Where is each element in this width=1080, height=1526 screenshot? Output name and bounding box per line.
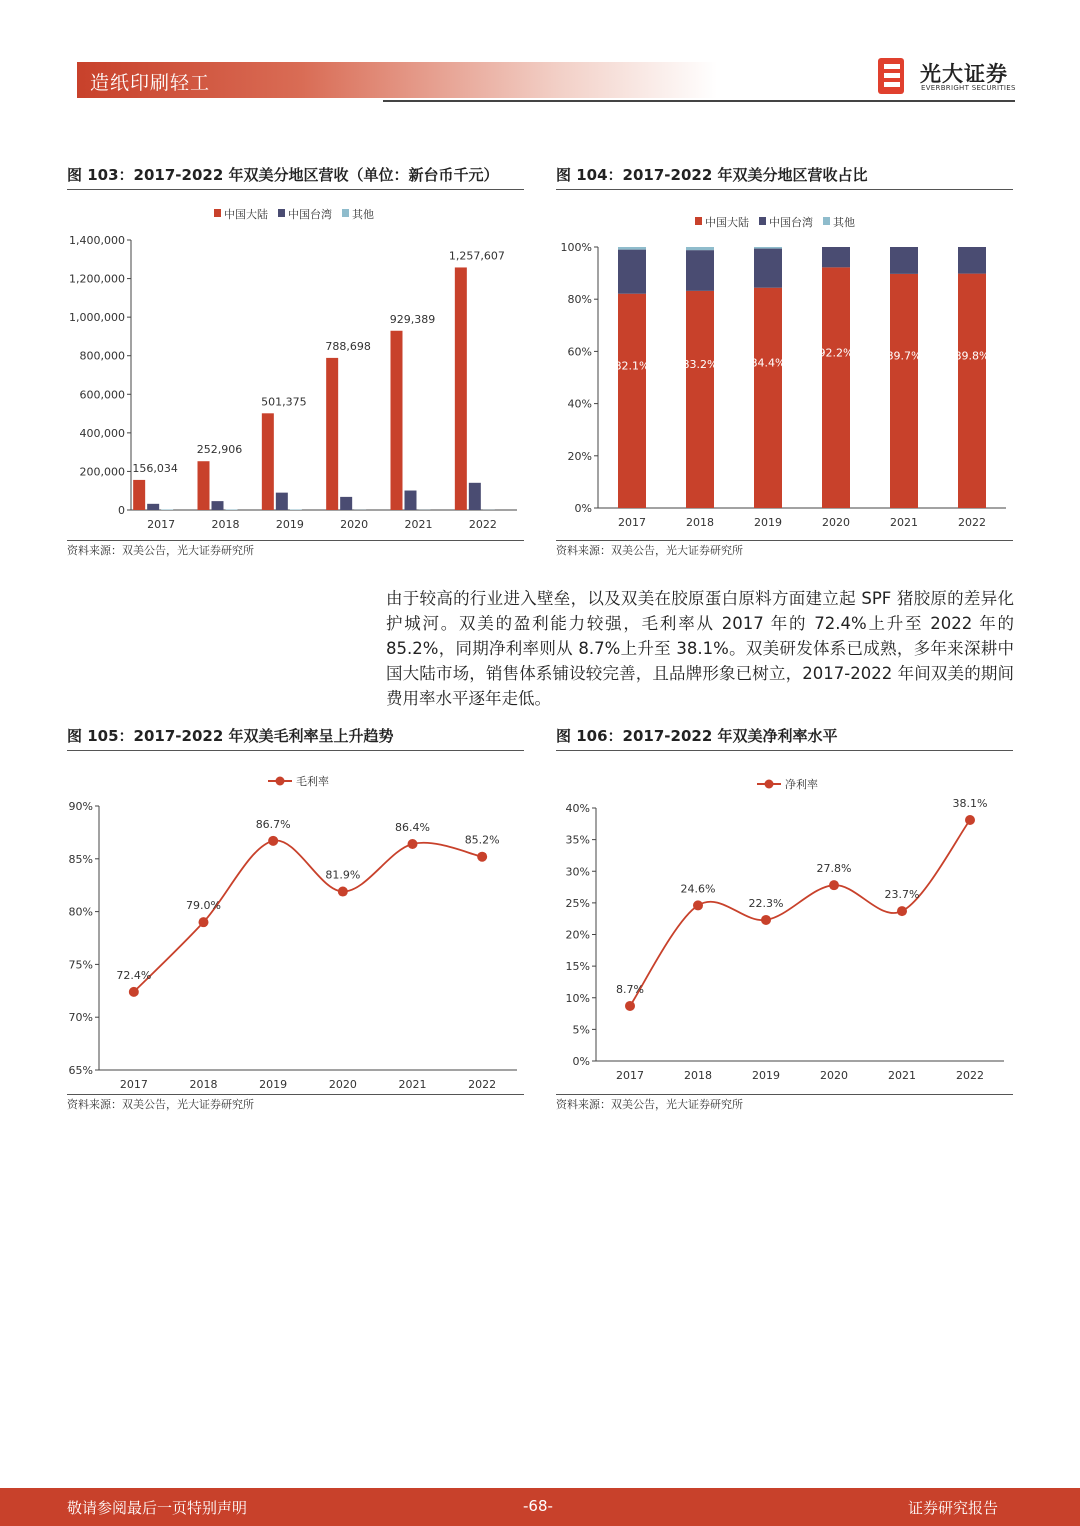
fig104-bar-taiwan [686, 250, 714, 291]
fig103-bar-mainland [262, 413, 274, 510]
fig103-top-rule [67, 189, 524, 190]
fig106-x-tick-label: 2022 [956, 1069, 984, 1082]
fig103-x-tick-label: 2020 [340, 518, 369, 531]
fig105-data-label: 79.0% [186, 899, 221, 913]
fig106-series-line [630, 820, 970, 1006]
fig105-source: 资料来源：双美公告，光大证券研究所 [67, 1098, 254, 1111]
fig106-data-point [625, 1001, 635, 1011]
fig103-y-tick-label: 1,000,000 [69, 311, 125, 325]
fig103-bar-mainland [326, 358, 338, 510]
fig103-x-tick-label: 2017 [147, 518, 176, 531]
fig103-bar-mainland [391, 331, 403, 510]
fig103-y-tick-label: 1,200,000 [69, 272, 125, 286]
fig105-x-tick-label: 2021 [398, 1078, 427, 1091]
fig106-x-tick-label: 2018 [684, 1069, 712, 1082]
fig104-y-tick-label: 100% [560, 241, 592, 254]
fig103-y-tick-label: 0 [118, 504, 125, 517]
fig104-chart [556, 196, 1013, 540]
fig106-y-tick-label: 25% [565, 896, 590, 910]
fig103-bar-taiwan [405, 491, 417, 510]
fig104-x-tick-label: 2022 [958, 516, 986, 529]
fig105-y-tick-label: 80% [68, 905, 93, 919]
fig104-x-tick-label: 2020 [822, 516, 850, 529]
fig104-y-tick-label: 40% [567, 397, 592, 411]
fig104-bar-other [754, 247, 782, 249]
fig104-bar-taiwan [890, 247, 918, 274]
fig103-y-tick-label: 1,400,000 [69, 234, 125, 247]
fig105-data-point [129, 987, 139, 997]
fig104-bar-other [618, 247, 646, 250]
fig105-legend-marker [276, 777, 285, 786]
fig105-y-tick-label: 70% [68, 1011, 93, 1025]
fig106-data-label: 8.7% [616, 982, 644, 996]
fig103-bar-taiwan [276, 493, 288, 510]
footer-disclaimer: 敬请参阅最后一页特别声明 [67, 1499, 248, 1517]
fig106-data-point [965, 815, 975, 825]
fig105-data-label: 86.4% [395, 821, 430, 835]
fig104-legend-label: 中国台湾 [769, 216, 813, 229]
fig104-legend-swatch [823, 217, 830, 225]
fig104-bar-mainland [958, 274, 986, 508]
fig103-x-tick-label: 2018 [211, 518, 240, 531]
fig103-legend-swatch [278, 209, 285, 217]
fig103-y-tick-label: 200,000 [79, 465, 125, 479]
fig105-data-label: 72.4% [116, 968, 152, 982]
fig105-series-line [134, 841, 482, 992]
fig106-top-rule [556, 750, 1013, 751]
fig106-y-tick-label: 20% [565, 928, 590, 942]
fig105-x-tick-label: 2018 [189, 1078, 218, 1091]
fig105-x-tick-label: 2020 [328, 1078, 357, 1091]
fig103-title: 图 103：2017-2022 年双美分地区营收（单位：新台币千元） [67, 166, 499, 184]
fig104-legend-label: 其他 [833, 216, 855, 229]
fig105-data-label: 86.7% [255, 817, 291, 831]
fig103-bar-taiwan [147, 504, 159, 510]
fig103-data-label: 929,389 [389, 312, 436, 326]
fig105-y-tick-label: 85% [68, 852, 93, 866]
fig105-chart [67, 756, 524, 1094]
fig103-bottom-rule [67, 540, 524, 541]
header-rule [383, 100, 1015, 102]
fig106-legend-marker [765, 780, 774, 789]
fig106-data-label: 38.1% [952, 797, 988, 811]
fig103-bar-taiwan [212, 501, 224, 510]
section-title: 造纸印刷轻工 [90, 72, 211, 94]
fig106-bottom-rule [556, 1094, 1013, 1095]
fig106-y-tick-label: 5% [572, 1023, 590, 1037]
fig105-data-label: 85.2% [464, 833, 500, 847]
fig103-legend-swatch [214, 209, 221, 217]
fig106-chart [556, 756, 1013, 1094]
fig103-legend-swatch [342, 209, 349, 217]
fig103-legend-label: 中国台湾 [288, 208, 332, 221]
fig103-bar-taiwan [340, 497, 352, 510]
fig106-data-point [897, 906, 907, 916]
fig104-data-label: 83.2% [682, 358, 718, 372]
fig104-data-label: 84.4% [750, 356, 786, 370]
brand-logo [876, 56, 1016, 96]
fig103-x-tick-label: 2021 [404, 518, 433, 531]
fig105-data-point [408, 839, 418, 849]
fig106-data-point [693, 900, 703, 910]
fig105-data-label: 81.9% [325, 868, 361, 882]
fig103-data-label: 1,257,607 [448, 249, 505, 263]
fig105-y-tick-label: 65% [68, 1064, 93, 1077]
fig106-data-label: 27.8% [816, 862, 852, 876]
fig103-bar-mainland [455, 267, 467, 510]
fig106-x-tick-label: 2021 [888, 1069, 916, 1082]
fig103-data-label: 156,034 [132, 461, 178, 475]
fig104-bar-taiwan [618, 250, 646, 294]
fig106-x-tick-label: 2017 [616, 1069, 644, 1082]
fig104-data-label: 82.1% [614, 359, 650, 373]
fig104-bar-taiwan [754, 249, 782, 288]
fig104-bar-mainland [890, 274, 918, 508]
fig104-source: 资料来源：双美公告，光大证券研究所 [556, 544, 743, 557]
fig103-y-tick-label: 800,000 [79, 349, 125, 363]
footer-report-type: 证券研究报告 [908, 1499, 999, 1517]
logo-name-en: EVERBRIGHT SECURITIES [921, 84, 1016, 92]
fig104-bar-other [686, 247, 714, 250]
fig104-bar-mainland [686, 291, 714, 508]
fig106-y-tick-label: 30% [565, 865, 590, 879]
fig105-data-point [477, 852, 487, 862]
fig106-data-point [761, 915, 771, 925]
fig104-x-tick-label: 2018 [686, 516, 714, 529]
fig106-y-tick-label: 40% [565, 802, 590, 815]
fig105-x-tick-label: 2022 [468, 1078, 497, 1091]
fig103-source: 资料来源：双美公告，光大证券研究所 [67, 544, 254, 557]
page-number: -68- [523, 1497, 553, 1515]
body-paragraph: 由于较高的行业进入壁垒，以及双美在胶原蛋白原料方面建立起 SPF 猪胶原的差异化护城河。双美的盈利能力较强，毛利率从 2017 年的 72.4%上升至 2022 年的 85.2%，同期净利率则从 8.7%上升至 38.1%。双美研发体系已成熟，多年来深耕中国大陆市场，销售体系铺设较完善，且品牌形象已树立，2017-2022 年间双美的期间费用率水平逐年走低。 [386, 589, 1014, 708]
fig105-title: 图 105：2017-2022 年双美毛利率呈上升趋势 [67, 727, 394, 745]
fig104-top-rule [556, 189, 1013, 190]
fig104-y-tick-label: 80% [567, 293, 592, 307]
fig104-y-tick-label: 0% [574, 502, 592, 515]
fig103-x-tick-label: 2019 [275, 518, 304, 531]
fig106-data-label: 23.7% [884, 888, 920, 902]
fig103-bar-mainland [133, 480, 145, 510]
fig104-legend-swatch [695, 217, 702, 225]
fig106-y-tick-label: 10% [565, 991, 590, 1005]
fig103-chart [67, 196, 524, 540]
fig105-data-point [199, 917, 209, 927]
fig106-data-point [829, 880, 839, 890]
fig105-y-tick-label: 90% [68, 800, 93, 813]
fig103-y-tick-label: 400,000 [79, 426, 125, 440]
fig106-title: 图 106：2017-2022 年双美净利率水平 [556, 727, 838, 745]
fig104-bar-mainland [822, 267, 850, 508]
fig103-bar-mainland [198, 461, 210, 510]
fig106-data-label: 22.3% [748, 896, 784, 910]
fig103-y-tick-label: 600,000 [79, 388, 125, 402]
fig104-bottom-rule [556, 540, 1013, 541]
fig104-bar-taiwan [822, 247, 850, 267]
fig104-bar-mainland [754, 288, 782, 508]
fig104-x-tick-label: 2017 [618, 516, 646, 529]
fig104-data-label: 92.2% [818, 346, 854, 360]
fig103-legend-label: 其他 [352, 208, 374, 221]
fig104-data-label: 89.8% [954, 349, 990, 363]
fig104-legend-label: 中国大陆 [705, 216, 749, 229]
fig105-data-point [338, 887, 348, 897]
fig103-data-label: 252,906 [196, 443, 243, 457]
fig105-data-point [268, 836, 278, 846]
fig104-x-tick-label: 2021 [890, 516, 918, 529]
fig104-legend-swatch [759, 217, 766, 225]
fig105-top-rule [67, 750, 524, 751]
fig105-legend-label: 毛利率 [296, 775, 329, 788]
fig105-x-tick-label: 2019 [259, 1078, 288, 1091]
fig104-y-tick-label: 20% [567, 449, 592, 463]
fig104-bar-taiwan [958, 247, 986, 274]
fig106-y-tick-label: 15% [565, 960, 590, 974]
fig103-data-label: 501,375 [261, 395, 307, 409]
logo-name-cn: 光大证券 [920, 62, 1008, 86]
fig103-bar-taiwan [469, 483, 481, 510]
fig105-x-tick-label: 2017 [119, 1078, 148, 1091]
fig106-x-tick-label: 2020 [820, 1069, 848, 1082]
fig106-data-label: 24.6% [680, 882, 716, 896]
fig104-x-tick-label: 2019 [754, 516, 782, 529]
fig104-data-label: 89.7% [886, 349, 922, 363]
footer-band [0, 1488, 1080, 1526]
fig106-x-tick-label: 2019 [752, 1069, 780, 1082]
fig104-title: 图 104：2017-2022 年双美分地区营收占比 [556, 166, 868, 184]
fig105-y-tick-label: 75% [68, 958, 93, 972]
fig103-x-tick-label: 2022 [468, 518, 497, 531]
fig103-legend-label: 中国大陆 [224, 208, 268, 221]
fig106-y-tick-label: 0% [572, 1055, 590, 1068]
fig104-y-tick-label: 60% [567, 345, 592, 359]
fig106-legend-label: 净利率 [785, 778, 818, 791]
fig103-data-label: 788,698 [325, 339, 371, 353]
fig104-bar-mainland [618, 294, 646, 508]
fig105-bottom-rule [67, 1094, 524, 1095]
fig106-y-tick-label: 35% [565, 833, 590, 847]
everbright-logo-icon [876, 56, 908, 96]
fig106-source: 资料来源：双美公告，光大证券研究所 [556, 1098, 743, 1111]
